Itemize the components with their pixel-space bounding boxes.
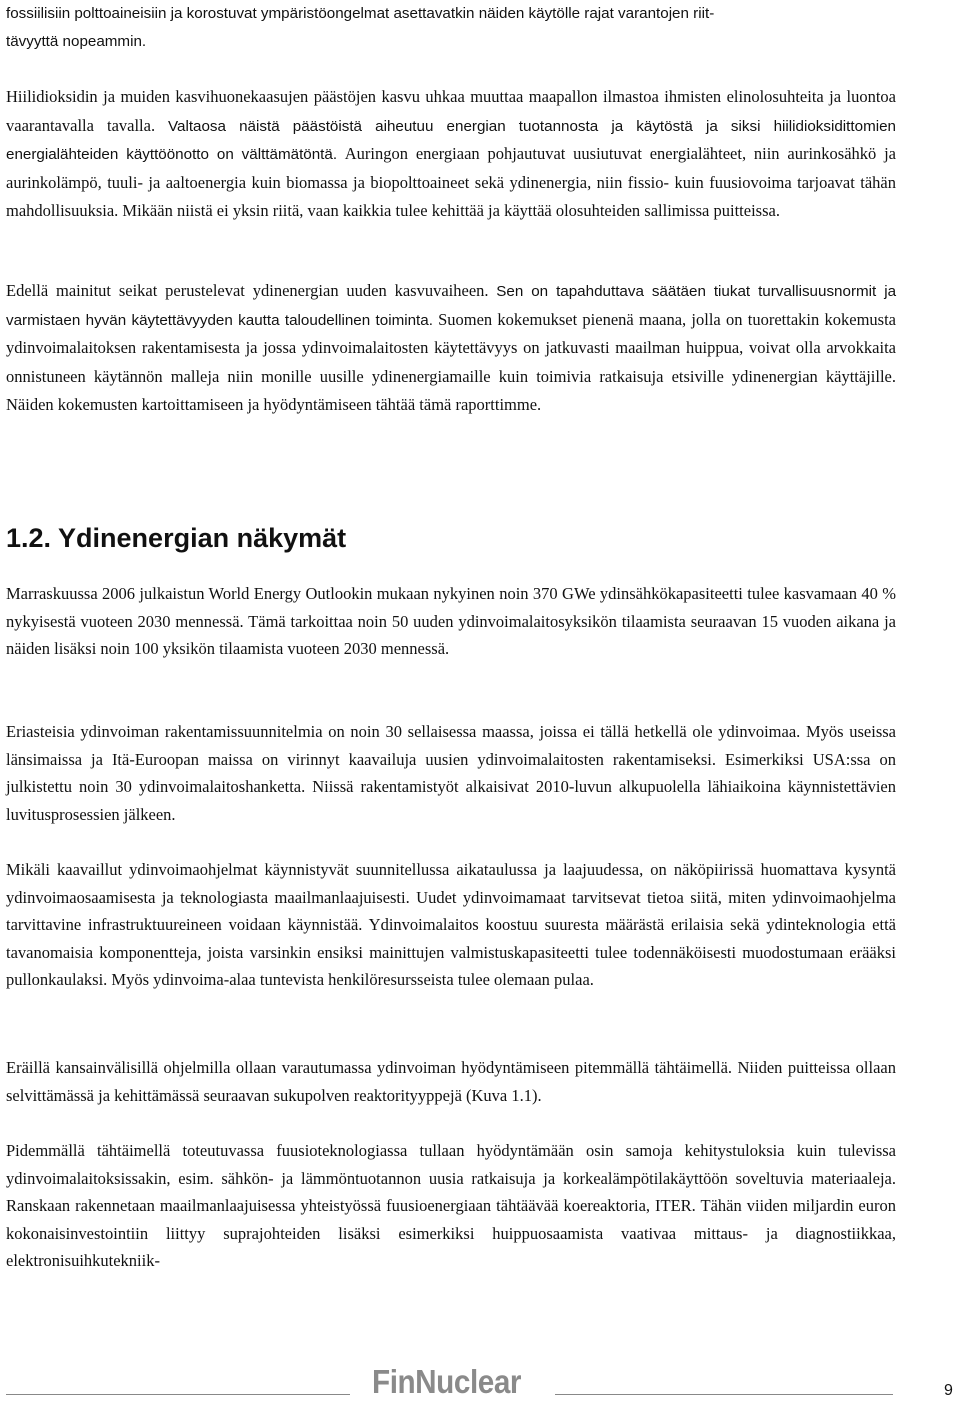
intro-line-1: fossiilisiin polttoaineisiin ja korostuvat ympäristöongelmat asettavatkin näiden käytölle rajat varantojen riit- [6, 5, 715, 22]
finnuclear-logo: FinNuclear [372, 1363, 521, 1400]
page-number: 9 [944, 1382, 953, 1399]
paragraph-emissions [6, 83, 896, 226]
emissions-text-serif-2: Auringon energiaan pohjautuvat uusiutuvat energialähteet, niin aurinkosähkö ja aurinkolämpö, tuuli- ja aaltoenergia kuin biomassa ja biopolttoaineet sekä ydinenergia, niin fissio- kuin fuusiovoima tarjoavat tähän mahdollisuuksia. Mikään niistä ei yksin riitä, vaan kaikkia tulee kehittää ja käyttää olosuhteiden sallimissa puitteissa. [6, 144, 896, 221]
growth-text-3: Suomen kokemukset pienenä maana, jolla on tuorettakin kokemusta ydinvoimalaitoksen rakentamisesta ja jossa ydinvoimalaitosten käytettävyys on jatkuvasti maailman huippua, voivat olla arvokkaita onnistuneen käytännön malleja niin monille uusille ydinenergiamaille kuin toimivia ratkaisuja etsiville ydinenergian käyttäjille. [6, 309, 896, 386]
intro-line-2: tävyyttä nopeammin. [6, 32, 147, 50]
paragraph-demand: Mikäli kaavaillut ydinvoimaohjelmat käynnistyvät suunnitellussa aikataulussa ja laajuudessa, on näköpiirissä huomattava kysyntä ydinvoimaosaamisesta ja teknologiasta maailmanlaajuisesti. Uudet ydinvoimamaat tarvitsevat tietoa siitä, miten ydinvoimaohjelma tarvittavine infrastruktuureineen voidaan käynnistää. Ydinvoimalaitos koostuu suuresta määrästä erilaisia sekä ydinteknologia että tavanomaisia komponentteja, joista varsinkin ensiksi mainittujen valmistuskapasiteetti tulee todennäköisesti muodostumaan erääksi pullonkaulaksi. Myös ydinvoima-alaa tuntevista henkilöresursseista tulee olemaan pulaa. [6, 860, 896, 990]
paragraph-plans: Eriasteisia ydinvoiman rakentamissuunnitelmia on noin 30 sellaisessa maassa, joissa ei tällä hetkellä ole ydinvoimaa. Myös useissa länsimaissa ja Itä-Euroopan maissa on virinnyt kaavailuja uusien ydinvoimalaitosten rakentamiseksi. Esimerkiksi USA:ssa on julkistettu noin 30 ydinvoimalaitoshanketta. Niissä rakentamistyöt alkaisivat 2010-luvun alkupuolella lähiaikoina käynnistettävien luvitusprosessien jälkeen. [6, 722, 896, 824]
growth-text-2: Sen on tapahduttava säätäen tiukat turvallisuusnormit ja varmistaen hyvän käytettävyyden kautta taloudellinen toiminta. [6, 283, 897, 329]
footer-rule-left [6, 1394, 350, 1395]
footer-rule-right [555, 1394, 893, 1395]
paragraph-programmes: Eräillä kansainvälisillä ohjelmilla ollaan varautumassa ydinvoiman hyödyntämiseen pitemmällä tähtäimellä. Niiden puitteissa ollaan selvittämässä ja kehittämässä seuraavan sukupolven reaktorityyppejä (Kuva 1.1). [6, 1058, 896, 1105]
growth-text-4: Näiden kokemusten kartoittamiseen ja hyödyntämiseen tähtää tämä raporttimme. [6, 395, 542, 415]
emissions-text-sans: Valtaosa näistä päästöistä aiheutuu energian tuotannosta ja käytöstä ja siksi hiilidioksidittomien energialähteiden käyttöönotto on välttämätöntä. [6, 117, 896, 164]
emissions-text-serif: Hiilidioksidin ja muiden kasvihuonekaasujen päästöjen kasvu uhkaa muuttaa maapallon ilmastoa ihmisten elinolosuhteita ja luontoa vaarantavalla tavalla. [6, 87, 896, 135]
paragraph-intro [6, 0, 896, 55]
section-heading: 1.2. Ydinenergian näkymät [6, 523, 347, 553]
paragraph-growth-phase [6, 277, 896, 420]
growth-text-1: Edellä mainitut seikat perustelevat ydinenergian uuden kasvuvaiheen. [6, 281, 489, 300]
paragraph-weo: Marraskuussa 2006 julkaistun World Energy Outlookin mukaan nykyinen noin 370 GWe ydinsähkökapasiteetti tulee kasvamaan 40 % nykyisestä vuoteen 2030 mennessä. Tämä tarkoittaa noin 50 uuden ydinvoimalaitosyksikön tilaamista seuraavan 15 vuoden aikana ja näiden lisäksi noin 100 yksikön tilaamista vuoteen 2030 mennessä. [6, 584, 896, 659]
paragraph-fusion: Pidemmällä tähtäimellä toteutuvassa fuusioteknologiassa tullaan hyödyntämään osin samoja kehitystuloksia kuin tulevissa ydinvoimalaitoksissakin, esim. sähkön- ja lämmöntuotannon uusia ratkaisuja ja korkealämpötilakäyttöön soveltuvia materiaaleja. Ranskaan rakennetaan maailmanlaajuisessa yhteistyössä fuusioenergiaan tähtäävää koereaktoria, ITER. Tähän viiden miljardin euron kokonaisinvestointiin liittyy suprajohteiden lisäksi esimerkiksi huippuosaamista vaativaa mittaus- ja diagnostiikkaa, elektronisuihkutekniik- [6, 1141, 896, 1271]
